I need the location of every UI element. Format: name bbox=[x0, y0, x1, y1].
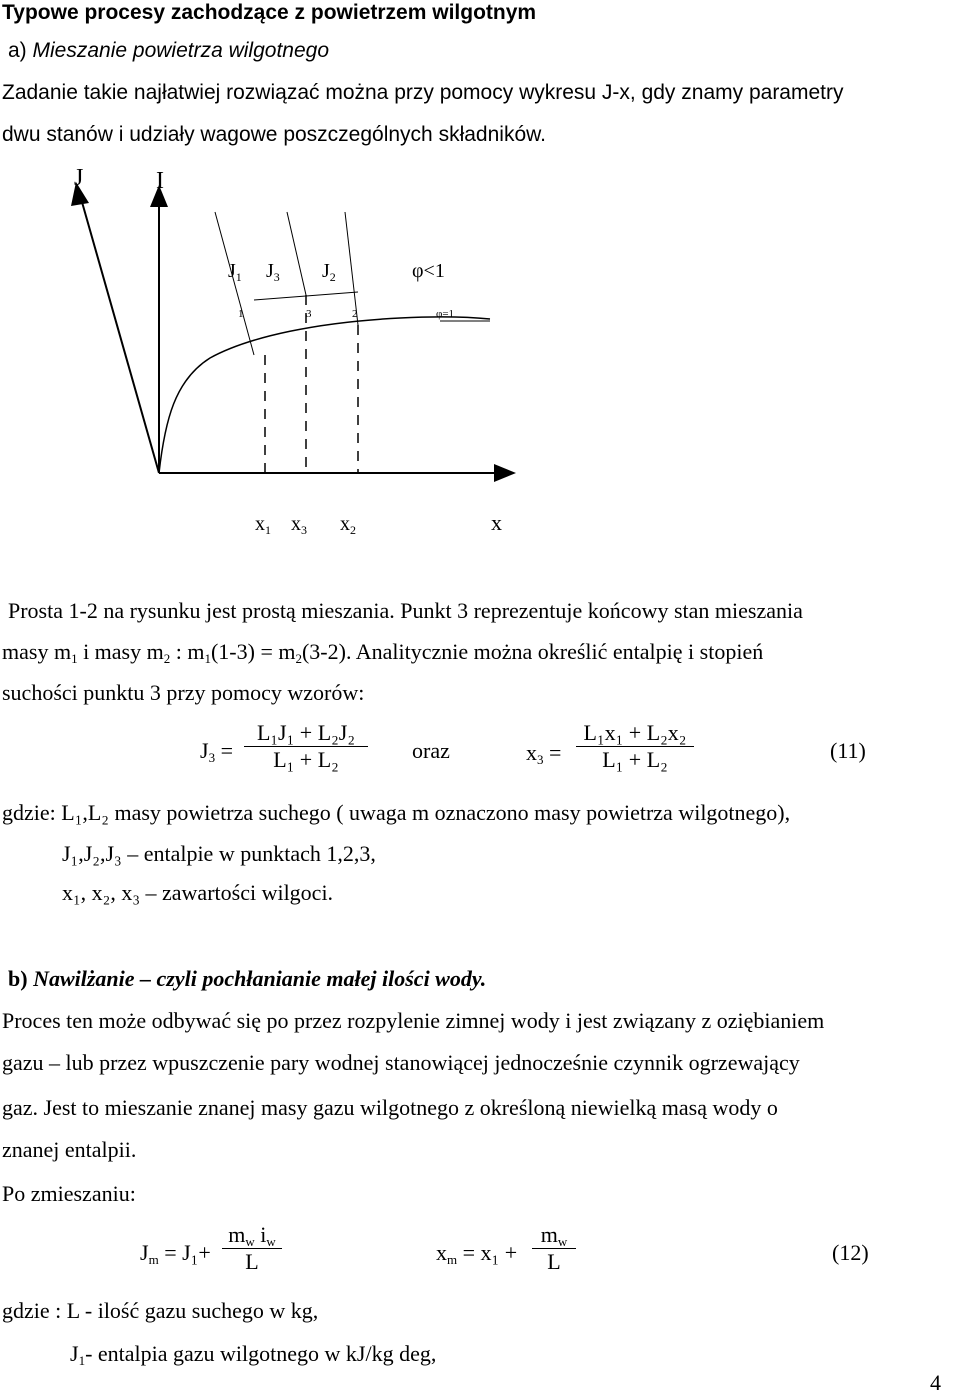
eq12-num-x: $m_w$ bbox=[540, 1222, 568, 1249]
eq11-lhs-j: $J_3$ = bbox=[200, 738, 233, 765]
para2-line1: Proces ten może odbywać się po przez rozpylenie zimnej wody i jest związany z oziębianiem bbox=[2, 1008, 825, 1033]
label-x3: $x_3$ bbox=[291, 513, 307, 537]
label-j3: $J_3$ bbox=[266, 260, 280, 284]
eq12-number: (12) bbox=[832, 1240, 869, 1265]
eq12-frac-x bbox=[532, 1222, 576, 1275]
para2-line5: Po zmieszaniu: bbox=[2, 1181, 136, 1206]
j-axis-line bbox=[80, 195, 159, 473]
isenthalp-j1 bbox=[215, 212, 254, 355]
where-a-line1: gdzie: L₁,L₂ masy powietrza suchego ( uwaga m oznaczono masy powietrza wilgotnego), bbox=[2, 800, 791, 825]
eq12-lhs-j: $J_m = J_1+$ bbox=[140, 1240, 211, 1267]
where-a-line2: J₁,J₂,J₃ – entalpie w punktach 1,2,3, bbox=[62, 841, 376, 866]
page-heading: Typowe procesy zachodzące z powietrzem wilgotnym bbox=[2, 1, 537, 24]
label-j1: $J_1$ bbox=[228, 260, 242, 284]
section-a-label: a) bbox=[8, 39, 33, 62]
eq12-den-j: L bbox=[245, 1249, 259, 1274]
label-j2: $J_2$ bbox=[322, 260, 336, 284]
label-phi-lt1: φ<1 bbox=[412, 260, 445, 282]
intro-line-1: Zadanie takie najłatwiej rozwiązać można przy pomocy wykresu J-x, gdy znamy parametry bbox=[2, 81, 844, 104]
para1-line2: masy $m_1$ i masy $m_2$ : $m_1(1-3) = m_2(3-2)$. Analitycznie można określić entalpię i stopień bbox=[2, 639, 764, 666]
section-a-title: Mieszanie powietrza wilgotnego bbox=[32, 39, 330, 62]
eq11-den-x: L₁ + L₂ bbox=[602, 747, 668, 772]
eq11-den-j: L₁ + L₂ bbox=[273, 747, 339, 772]
jx-diagram bbox=[0, 160, 960, 550]
para2-line4: znanej entalpii. bbox=[2, 1137, 137, 1162]
para1-line3: suchości punktu 3 przy pomocy wzorów: bbox=[2, 680, 365, 705]
section-b-heading bbox=[8, 966, 486, 992]
section-a-heading bbox=[8, 38, 329, 64]
where-a-line3: x₁, x₂, x₃ – zawartości wilgoci. bbox=[62, 880, 334, 905]
eq11-frac-x bbox=[576, 720, 694, 773]
eq11-oraz: oraz bbox=[412, 738, 450, 763]
point-2-label: 2 bbox=[352, 308, 358, 320]
eq12-lhs-x: $x_m = x_1$ + bbox=[436, 1240, 518, 1267]
saturation-curve bbox=[159, 317, 490, 473]
eq12-den-x: L bbox=[547, 1249, 561, 1274]
eq12-frac-j bbox=[222, 1222, 282, 1275]
where-b-line2: $J_1-$ entalpia gazu wilgotnego w kJ/kg deg, bbox=[70, 1341, 437, 1368]
para2-line3: gaz. Jest to mieszanie znanej masy gazu wilgotnego z określoną niewielką masą wody o bbox=[2, 1095, 778, 1120]
x-axis-arrow bbox=[494, 464, 516, 482]
label-phi-eq1: φ=1 bbox=[436, 308, 455, 320]
para2-line2: gazu – lub przez wpuszczenie pary wodnej stanowiącej jednocześnie czynnik ogrzewający bbox=[2, 1050, 800, 1075]
axis-i-label: I bbox=[156, 168, 164, 194]
eq11-num-j: L₁J₁ + L₂J₂ bbox=[256, 720, 356, 745]
eq11-frac-j bbox=[244, 720, 368, 773]
section-b-label: b) bbox=[8, 966, 34, 991]
para1-line1: Prosta 1-2 na rysunku jest prostą mieszania. Punkt 3 reprezentuje końcowy stan mieszania bbox=[8, 598, 803, 623]
axis-j-label: J bbox=[74, 165, 84, 191]
axis-x-label: x bbox=[491, 510, 502, 535]
point-3-label: 3 bbox=[306, 308, 312, 320]
eq11-lhs-x: $x_3$ = bbox=[526, 740, 562, 767]
eq11-num-x: L₁x₁ + L₂x₂ bbox=[583, 720, 687, 745]
point-1-label: 1 bbox=[238, 308, 244, 320]
section-b-title: Nawilżanie – czyli pochłanianie małej ilości wody. bbox=[33, 966, 487, 991]
label-x1: $x_1$ bbox=[255, 513, 271, 537]
isenthalp-j3 bbox=[287, 212, 306, 295]
where-b-line1: gdzie : L - ilość gazu suchego w kg, bbox=[2, 1298, 319, 1323]
page-number: 4 bbox=[930, 1370, 941, 1395]
label-x2: $x_2$ bbox=[340, 513, 356, 537]
intro-line-2: dwu stanów i udziały wagowe poszczególnych składników. bbox=[2, 123, 546, 146]
eq12-num-j: $m_w$ $i_w$ bbox=[228, 1222, 276, 1249]
eq11-number: (11) bbox=[830, 738, 866, 763]
